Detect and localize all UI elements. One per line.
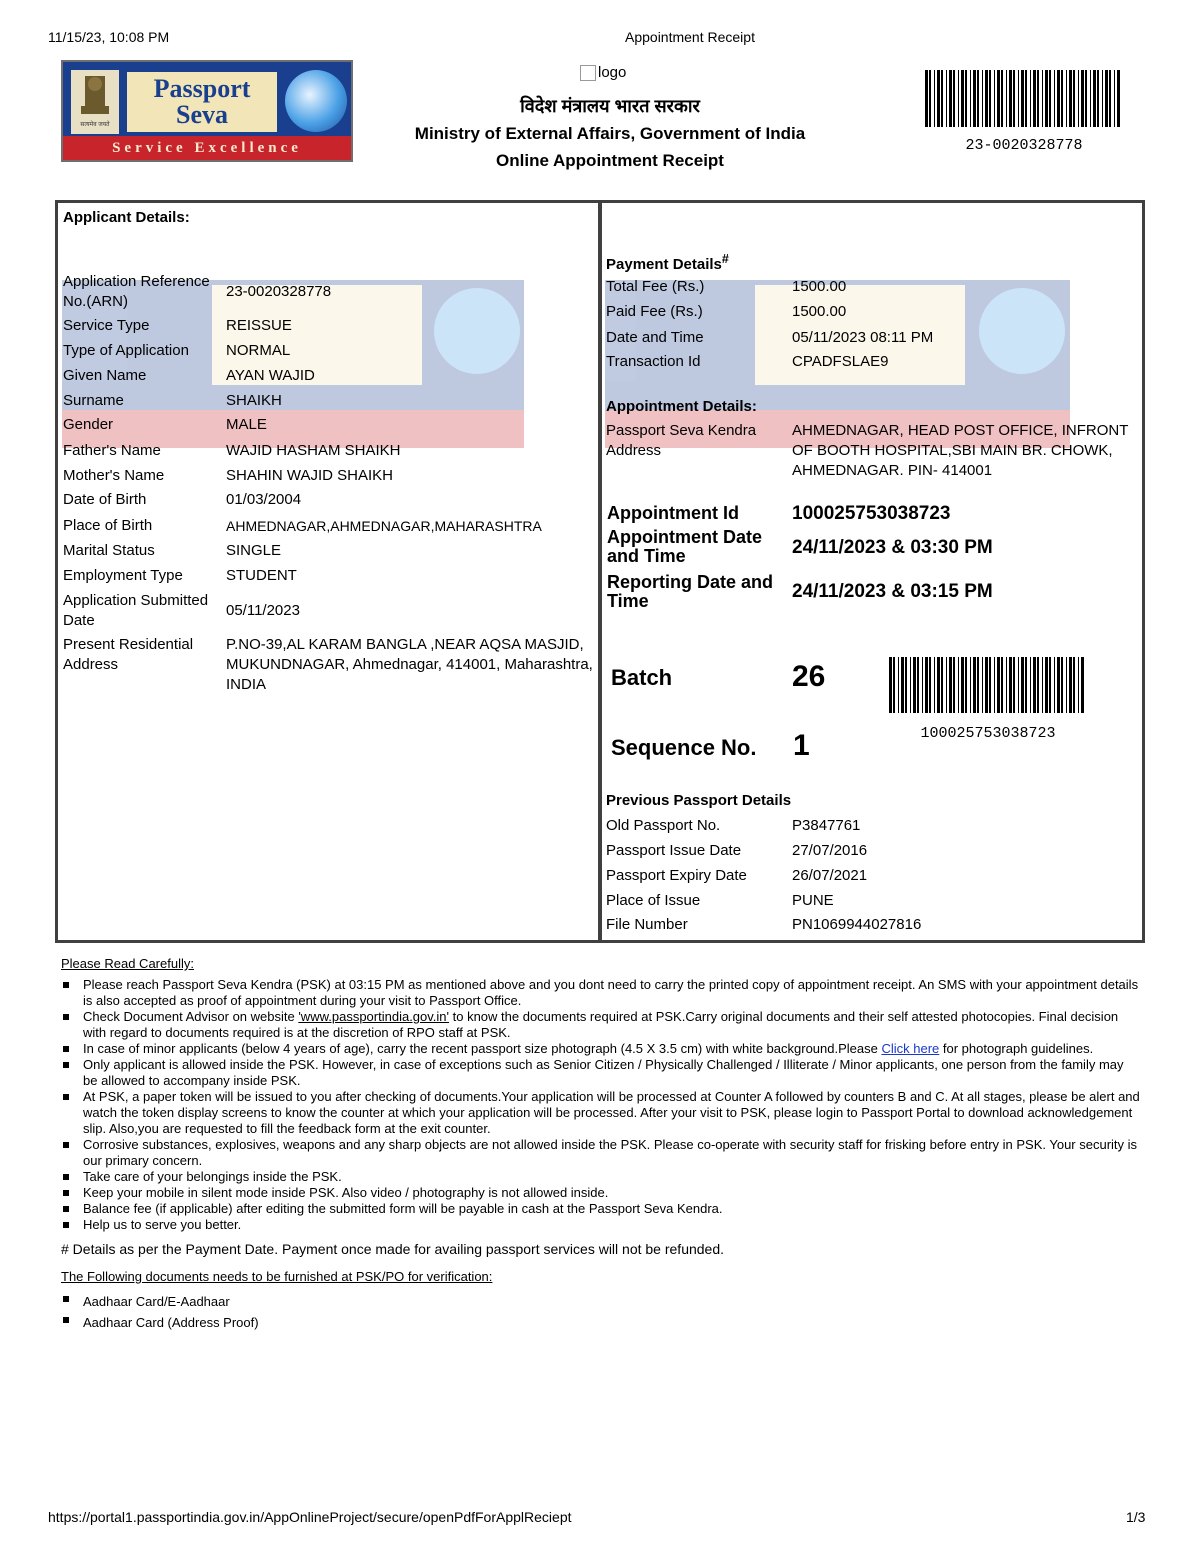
barcode-bar xyxy=(949,657,952,713)
advisor-website-link[interactable]: 'www.passportindia.gov.in' xyxy=(298,1009,450,1024)
barcode-bar xyxy=(997,657,1000,713)
barcode-bar xyxy=(1097,70,1099,127)
value-issue-date: 27/07/2016 xyxy=(792,842,868,859)
barcode-bar xyxy=(1117,70,1120,127)
label-given-name: Given Name xyxy=(63,367,147,384)
barcode-bar xyxy=(973,70,976,127)
appointment-barcode xyxy=(889,657,1087,713)
barcode-bar xyxy=(1049,657,1051,713)
click-here-link[interactable]: Click here xyxy=(881,1041,940,1056)
barcode-bar xyxy=(1093,70,1096,127)
value-given-name: AYAN WAJID xyxy=(226,367,315,384)
label-old-passport: Old Passport No. xyxy=(606,817,721,834)
instruction-item-minor xyxy=(83,1041,1141,1057)
label-payment-date: Date and Time xyxy=(606,329,704,346)
label-psk-address: Passport Seva Kendra Address xyxy=(606,422,757,459)
barcode-bar xyxy=(953,70,955,127)
arn-barcode xyxy=(925,70,1123,127)
value-total-fee: 1500.00 xyxy=(792,278,847,295)
barcode-bar xyxy=(937,70,940,127)
barcode-bar xyxy=(1078,657,1079,713)
advisor-text-post: to know the documents required at PSK.Carry original documents and their self attested photocopies. Final decision with regard to documents required is at the discretion of RPO staff at PSK. xyxy=(83,1009,1119,1040)
instruction-item: Corrosive substances, explosives, weapons and any sharp objects are not allowed inside the PSK. Please co-operate with security staff for frisking before entry in PSK. Your security is our primary concern. xyxy=(83,1137,1141,1169)
barcode-bar xyxy=(1018,70,1019,127)
footer-page-number: 1/3 xyxy=(1126,1509,1146,1525)
barcode-bar xyxy=(970,70,971,127)
barcode-bar xyxy=(893,657,895,713)
barcode-bar xyxy=(1054,70,1055,127)
appointment-barcode-text: 100025753038723 xyxy=(920,725,1056,742)
barcode-bar xyxy=(970,657,971,713)
minor-text-post: for photograph guidelines. xyxy=(939,1041,1094,1056)
barcode-bar xyxy=(1085,70,1087,127)
barcode-bar xyxy=(985,70,988,127)
appointment-heading: Appointment Details: xyxy=(606,398,757,415)
instruction-item: Only applicant is allowed inside the PSK. However, in case of exceptions such as Senior Citizen / Physically Challenged / Illiterate / Minor applicants, one person from the family may be allowed to accompany inside PSK. xyxy=(83,1057,1141,1089)
broken-logo-image xyxy=(580,64,640,84)
barcode-bar xyxy=(937,657,940,713)
barcode-bar xyxy=(1045,657,1048,713)
barcode-bar xyxy=(1057,657,1060,713)
globe-icon xyxy=(285,70,347,132)
label-paid-fee: Paid Fee (Rs.) xyxy=(606,303,703,320)
barcode-bar xyxy=(985,657,988,713)
barcode-bar xyxy=(982,70,983,127)
barcode-bar xyxy=(1073,70,1075,127)
label-place-of-birth: Place of Birth xyxy=(63,517,153,534)
barcode-bar xyxy=(934,657,935,713)
barcode-bar xyxy=(1037,70,1039,127)
broken-image-icon xyxy=(580,65,596,81)
barcode-bar xyxy=(1066,657,1067,713)
arn-barcode-text: 23-0020328778 xyxy=(965,137,1083,154)
value-appointment-date: 24/11/2023 & 03:30 PM xyxy=(792,537,993,558)
emblem-caption: सत्यमेव जयते xyxy=(80,122,110,128)
barcode-bar xyxy=(965,657,967,713)
instruction-item: Please reach Passport Seva Kendra (PSK) at 03:15 PM as mentioned above and you dont need to carry the printed copy of appointment receipt. An SMS with your appointment details is also accepted as proof of appointment during your visit to Passport Office. xyxy=(83,977,1141,1009)
barcode-bar xyxy=(925,70,928,127)
barcode-bar xyxy=(1037,657,1039,713)
label-total-fee: Total Fee (Rs.) xyxy=(606,278,705,295)
receipt-title: Online Appointment Receipt xyxy=(496,151,724,170)
label-surname: Surname xyxy=(63,392,124,409)
documents-heading: The Following documents needs to be furnished at PSK/PO for verification: xyxy=(61,1269,493,1284)
barcode-bar xyxy=(946,70,947,127)
barcode-bar xyxy=(1006,657,1007,713)
barcode-bar xyxy=(1109,70,1111,127)
barcode-bar xyxy=(977,70,979,127)
barcode-bar xyxy=(1025,657,1027,713)
value-expiry-date: 26/07/2021 xyxy=(792,867,868,884)
barcode-bar xyxy=(973,657,976,713)
instruction-item: Balance fee (if applicable) after editing the submitted form will be payable in cash at the Passport Seva Kendra. xyxy=(83,1201,1141,1217)
value-batch: 26 xyxy=(792,660,826,693)
instructions-heading: Please Read Carefully: xyxy=(61,956,194,971)
barcode-bar xyxy=(1061,657,1063,713)
barcode-bar xyxy=(1066,70,1067,127)
applicant-heading: Applicant Details: xyxy=(63,209,190,226)
instruction-item: At PSK, a paper token will be issued to you after checking of documents.Your application will be processed at Counter A followed by counters B and C. At all stages, please be alert and watch the token display screens to know the counter at which your application will be processed. After your visit to PSK, please login to Passport Portal to download acknowledgement slip. Also,you are requested to fill the feedback form at the exit counter. xyxy=(83,1089,1140,1136)
value-place-of-issue: PUNE xyxy=(792,892,834,909)
barcode-bar xyxy=(1054,657,1055,713)
label-service-type: Service Type xyxy=(63,317,150,334)
barcode-bar xyxy=(1033,657,1036,713)
label-mothers-name: Mother's Name xyxy=(63,467,165,484)
barcode-bar xyxy=(1069,657,1072,713)
barcode-bar xyxy=(934,70,935,127)
ministry-title: Ministry of External Affairs, Government of India xyxy=(414,124,806,143)
barcode-bar xyxy=(1061,70,1063,127)
barcode-bar xyxy=(1030,657,1031,713)
barcode-bar xyxy=(1009,657,1012,713)
barcode-bar xyxy=(1030,70,1031,127)
barcode-bar xyxy=(949,70,952,127)
value-dob: 01/03/2004 xyxy=(226,491,302,508)
document-item: Aadhaar Card (Address Proof) xyxy=(83,1312,1141,1333)
barcode-bar xyxy=(946,657,947,713)
value-marital-status: SINGLE xyxy=(226,542,282,559)
barcode-bar xyxy=(889,657,892,713)
label-transaction-id: Transaction Id xyxy=(606,353,701,370)
value-transaction-id: CPADFSLAE9 xyxy=(792,353,889,370)
barcode-bar xyxy=(1025,70,1027,127)
barcode-bar xyxy=(905,657,907,713)
barcode-bar xyxy=(1105,70,1108,127)
value-fathers-name: WAJID HASHAM SHAIKH xyxy=(226,442,401,459)
instruction-item: Keep your mobile in silent mode inside PSK. Also video / photography is not allowed inside. xyxy=(83,1185,1141,1201)
barcode-bar xyxy=(929,657,931,713)
barcode-bar xyxy=(1001,657,1003,713)
barcode-bar xyxy=(1018,657,1019,713)
barcode-bar xyxy=(1009,70,1012,127)
label-application-type: Type of Application xyxy=(63,342,189,359)
barcode-bar xyxy=(1078,70,1079,127)
value-reporting-date: 24/11/2023 & 03:15 PM xyxy=(792,581,993,602)
barcode-bar xyxy=(901,657,904,713)
barcode-bar xyxy=(1006,70,1007,127)
barcode-bar xyxy=(1081,70,1084,127)
label-appointment-date: Appointment Date and Time xyxy=(607,527,762,566)
payment-heading-mark: # xyxy=(721,252,729,266)
barcode-bar xyxy=(1057,70,1060,127)
label-issue-date: Passport Issue Date xyxy=(606,842,742,859)
ashoka-emblem-icon xyxy=(71,70,119,134)
label-fathers-name: Father's Name xyxy=(63,442,161,459)
label-sequence: Sequence No. xyxy=(611,735,757,760)
value-place-of-birth: AHMEDNAGAR,AHMEDNAGAR,MAHARASHTRA xyxy=(226,518,542,534)
label-appointment-id: Appointment Id xyxy=(607,503,739,523)
instruction-item-advisor xyxy=(83,1009,1141,1041)
label-arn: Application Reference No.(ARN) xyxy=(63,273,210,310)
barcode-bar xyxy=(910,657,911,713)
barcode-bar xyxy=(1081,657,1084,713)
barcode-bar xyxy=(913,657,916,713)
instructions-section xyxy=(61,956,1141,1333)
hindi-title: विदेश मंत्रालय भारत सरकार xyxy=(520,96,700,116)
barcode-bar xyxy=(994,70,995,127)
barcode-bar xyxy=(1033,70,1036,127)
logo-band: Service Excellence xyxy=(63,136,351,160)
label-gender: Gender xyxy=(63,416,114,433)
barcode-bar xyxy=(1114,70,1115,127)
label-dob: Date of Birth xyxy=(63,491,147,508)
barcode-bar xyxy=(982,657,983,713)
document-item: Aadhaar Card/E-Aadhaar xyxy=(83,1291,1141,1312)
barcode-bar xyxy=(994,657,995,713)
barcode-bar xyxy=(1042,70,1043,127)
logo-title xyxy=(127,72,277,132)
barcode-bar xyxy=(917,657,919,713)
previous-heading: Previous Passport Details xyxy=(606,792,792,809)
advisor-text-pre: Check Document Advisor on website xyxy=(83,1009,299,1024)
label-reporting-date: Reporting Date and Time xyxy=(607,572,774,611)
barcode-bar xyxy=(961,70,964,127)
label-marital-status: Marital Status xyxy=(63,542,155,559)
value-file-number: PN1069944027816 xyxy=(792,916,922,933)
value-gender: MALE xyxy=(226,416,267,433)
barcode-bar xyxy=(1013,70,1015,127)
value-mothers-name: SHAHIN WAJID SHAIKH xyxy=(226,467,393,484)
barcode-bar xyxy=(929,70,931,127)
barcode-bar xyxy=(958,70,959,127)
barcode-bar xyxy=(922,657,923,713)
label-employment-type: Employment Type xyxy=(63,567,183,584)
barcode-bar xyxy=(925,657,928,713)
barcode-bar xyxy=(953,657,955,713)
value-appointment-id: 100025753038723 xyxy=(792,503,951,524)
logo-line2: Seva xyxy=(176,100,228,129)
print-title: Appointment Receipt xyxy=(625,29,755,45)
payment-heading xyxy=(606,252,729,273)
value-submitted-date: 05/11/2023 xyxy=(226,602,300,619)
value-surname: SHAIKH xyxy=(226,392,282,409)
value-sequence: 1 xyxy=(793,729,810,762)
value-old-passport: P3847761 xyxy=(792,817,861,834)
barcode-bar xyxy=(989,657,991,713)
barcode-bar xyxy=(989,70,991,127)
value-application-type: NORMAL xyxy=(226,342,291,359)
barcode-bar xyxy=(941,657,943,713)
value-psk-address: AHMEDNAGAR, HEAD POST OFFICE, INFRONT OF BOOTH HOSPITAL,SBI MAIN BR. CHOWK, AHMEDNAGAR. PIN- 414001 xyxy=(792,422,1129,479)
barcode-bar xyxy=(1021,70,1024,127)
passport-seva-logo xyxy=(61,60,353,162)
instruction-item: Help us to serve you better. xyxy=(83,1217,1141,1233)
label-address: Present Residential Address xyxy=(63,636,194,673)
footer-url: https://portal1.passportindia.gov.in/AppOnlineProject/secure/openPdfForApplReciept xyxy=(48,1509,572,1525)
instructions-list xyxy=(61,977,1141,1233)
value-service-type: REISSUE xyxy=(226,317,292,334)
label-place-of-issue: Place of Issue xyxy=(606,892,701,909)
barcode-bar xyxy=(1090,70,1091,127)
logo-line1: Passport xyxy=(153,74,251,103)
minor-text-pre: In case of minor applicants (below 4 years of age), carry the recent passport size photograph (4.5 X 3.5 cm) with white background.Please xyxy=(83,1041,882,1056)
barcode-bar xyxy=(977,657,979,713)
instruction-item: Take care of your belongings inside the PSK. xyxy=(83,1169,1141,1185)
barcode-bar xyxy=(1021,657,1024,713)
label-expiry-date: Passport Expiry Date xyxy=(606,867,747,884)
label-submitted-date: Application Submitted Date xyxy=(63,592,209,629)
payment-heading-text: Payment Details xyxy=(606,256,722,273)
barcode-bar xyxy=(1102,70,1103,127)
barcode-bar xyxy=(898,657,899,713)
barcode-bar xyxy=(958,657,959,713)
barcode-bar xyxy=(1013,657,1015,713)
label-batch: Batch xyxy=(611,665,673,690)
barcode-bar xyxy=(941,70,943,127)
barcode-bar xyxy=(1045,70,1048,127)
value-payment-date: 05/11/2023 08:11 PM xyxy=(792,329,934,346)
barcode-bar xyxy=(961,657,964,713)
print-datetime: 11/15/23, 10:08 PM xyxy=(48,29,170,45)
broken-image-alt: logo xyxy=(598,64,627,81)
label-file-number: File Number xyxy=(606,916,688,933)
barcode-bar xyxy=(1049,70,1051,127)
barcode-bar xyxy=(1073,657,1075,713)
value-paid-fee: 1500.00 xyxy=(792,303,847,320)
value-arn: 23-0020328778 xyxy=(226,283,332,300)
documents-list xyxy=(61,1291,1141,1333)
value-employment-type: STUDENT xyxy=(226,567,297,584)
barcode-bar xyxy=(965,70,967,127)
barcode-bar xyxy=(1042,657,1043,713)
barcode-bar xyxy=(1069,70,1072,127)
barcode-bar xyxy=(997,70,1000,127)
payment-footnote: # Details as per the Payment Date. Payment once made for availing passport services will not be refunded. xyxy=(61,1241,725,1257)
value-address: P.NO-39,AL KARAM BANGLA ,NEAR AQSA MASJID, MUKUNDNAGAR, Ahmednagar, 414001, Maharashtra, INDIA xyxy=(226,636,593,693)
barcode-bar xyxy=(1001,70,1003,127)
